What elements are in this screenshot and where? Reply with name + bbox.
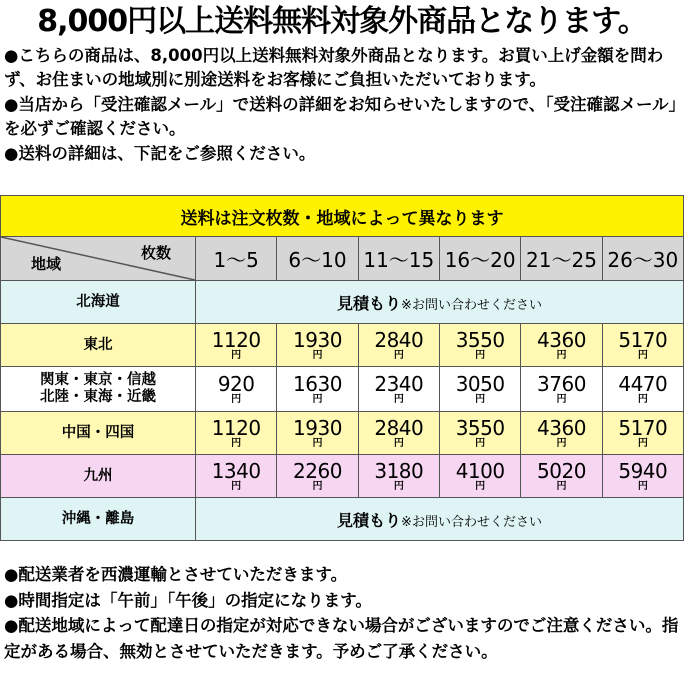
note-item: ●時間指定は「午前」「午後」の指定になります。	[4, 590, 372, 610]
price-cell	[358, 412, 439, 455]
table-caption: 送料は注文枚数・地域によって異なります	[1, 196, 684, 237]
price-amount: 5020	[537, 458, 586, 483]
price-cell	[277, 455, 358, 498]
table-row	[1, 367, 684, 412]
yen-unit: 円	[475, 437, 486, 449]
yen-unit: 円	[312, 349, 323, 361]
price-amount: 4100	[455, 458, 505, 483]
yen-unit: 円	[637, 437, 648, 449]
yen-unit: 円	[231, 480, 242, 492]
price-cell	[602, 324, 683, 367]
table-row	[1, 281, 684, 324]
region-header-label: 地域	[31, 255, 62, 273]
yen-unit: 円	[556, 480, 567, 492]
yen-unit: 円	[475, 480, 486, 492]
note-item: ●配送業者を西濃運輸とさせていただきます。	[4, 565, 348, 584]
price-amount: 3550	[455, 327, 505, 352]
yen-unit: 円	[312, 480, 323, 492]
price-cell	[439, 412, 520, 455]
price-amount: 2840	[374, 415, 424, 440]
column-header: 11〜15	[358, 237, 439, 281]
table-row	[1, 498, 684, 541]
price-amount: 4470	[618, 371, 668, 396]
price-cell	[196, 324, 277, 367]
price-amount: 2260	[293, 458, 342, 483]
yen-unit: 円	[312, 437, 323, 449]
shipping-fee-table	[0, 195, 684, 541]
price-cell	[602, 455, 683, 498]
price-amount: 3550	[455, 415, 505, 440]
price-cell	[521, 455, 602, 498]
region-cell: 中国・四国	[1, 412, 196, 455]
price-cell	[196, 367, 277, 412]
region-cell: 九州	[1, 455, 196, 498]
bottom-notes	[4, 562, 680, 664]
yen-unit: 円	[393, 437, 404, 449]
note-item: ●当店から「受注確認メール」で送料の詳細をお知らせいたしますので、「受注確認メール」を必ずご確認ください。	[4, 94, 677, 139]
note-item: ●送料の詳細は、下記をご参照ください。	[4, 143, 316, 163]
yen-unit: 円	[231, 393, 242, 405]
table-row	[1, 412, 684, 455]
price-cell	[602, 412, 683, 455]
quantity-header-label: 枚数	[140, 244, 171, 262]
price-cell	[521, 367, 602, 412]
column-header: 26〜30	[602, 237, 683, 281]
region-line: 関東・東京・信越	[40, 372, 156, 388]
price-cell	[196, 455, 277, 498]
page-title: 8,000円以上送料無料対象外商品となります。	[37, 4, 647, 39]
note-item: ●配送地域によって配達日の指定が対応できない場合がございますのでご注意ください。指定がある場合、無効とさせていただきます。予めご了承ください。	[4, 616, 679, 661]
price-cell	[358, 324, 439, 367]
yen-unit: 円	[393, 349, 404, 361]
price-amount: 3050	[455, 371, 505, 396]
yen-unit: 円	[231, 349, 242, 361]
column-header: 6〜10	[277, 237, 358, 281]
column-header: 16〜20	[439, 237, 520, 281]
price-cell	[196, 412, 277, 455]
estimate-note: ※お問い合わせください	[401, 514, 542, 530]
yen-unit: 円	[475, 349, 486, 361]
yen-unit: 円	[556, 393, 567, 405]
estimate-note: ※お問い合わせください	[401, 297, 542, 313]
column-header: 1〜5	[196, 237, 277, 281]
region-cell	[1, 367, 196, 412]
price-amount: 4360	[537, 327, 586, 352]
yen-unit: 円	[393, 393, 404, 405]
region-cell: 沖縄・離島	[1, 498, 196, 541]
column-header: 21〜25	[521, 237, 602, 281]
estimate-label: 見積もり	[337, 510, 402, 530]
price-cell	[602, 367, 683, 412]
price-amount: 2340	[374, 371, 424, 396]
top-notes	[4, 44, 680, 166]
price-cell	[439, 367, 520, 412]
price-amount: 5940	[618, 458, 668, 483]
region-cell: 東北	[1, 324, 196, 367]
table-row	[1, 455, 684, 498]
yen-unit: 円	[231, 437, 242, 449]
price-cell	[521, 324, 602, 367]
price-cell	[521, 412, 602, 455]
price-cell	[277, 367, 358, 412]
price-amount: 1340	[211, 458, 261, 483]
yen-unit: 円	[393, 480, 404, 492]
region-line: 北陸・東海・近畿	[40, 389, 156, 405]
price-amount: 2840	[374, 327, 424, 352]
yen-unit: 円	[475, 393, 486, 405]
price-amount: 1630	[293, 371, 342, 396]
price-amount: 1120	[211, 327, 261, 352]
price-amount: 4360	[537, 415, 586, 440]
yen-unit: 円	[312, 393, 323, 405]
price-amount: 5170	[618, 415, 668, 440]
corner-header-cell	[1, 237, 196, 281]
yen-unit: 円	[556, 349, 567, 361]
price-amount: 5170	[618, 327, 668, 352]
price-amount: 1930	[293, 415, 342, 440]
estimate-cell	[196, 281, 684, 324]
price-amount: 1930	[293, 327, 342, 352]
price-cell	[439, 455, 520, 498]
yen-unit: 円	[637, 349, 648, 361]
yen-unit: 円	[556, 437, 567, 449]
price-cell	[358, 455, 439, 498]
price-cell	[358, 367, 439, 412]
note-item: ●こちらの商品は、8,000円以上送料無料対象外商品となります。お買い上げ金額を問わず、お住まいの地域別に別途送料をお客様にご負担いただいております。	[4, 46, 664, 90]
price-cell	[277, 412, 358, 455]
price-amount: 920	[217, 371, 255, 396]
estimate-cell	[196, 498, 684, 541]
price-amount: 3760	[537, 371, 586, 396]
table-row	[1, 324, 684, 367]
price-cell	[277, 324, 358, 367]
price-cell	[439, 324, 520, 367]
price-amount: 3180	[374, 458, 424, 483]
price-amount: 1120	[211, 415, 261, 440]
estimate-label: 見積もり	[337, 293, 402, 313]
yen-unit: 円	[637, 393, 648, 405]
yen-unit: 円	[637, 480, 648, 492]
region-cell: 北海道	[1, 281, 196, 324]
